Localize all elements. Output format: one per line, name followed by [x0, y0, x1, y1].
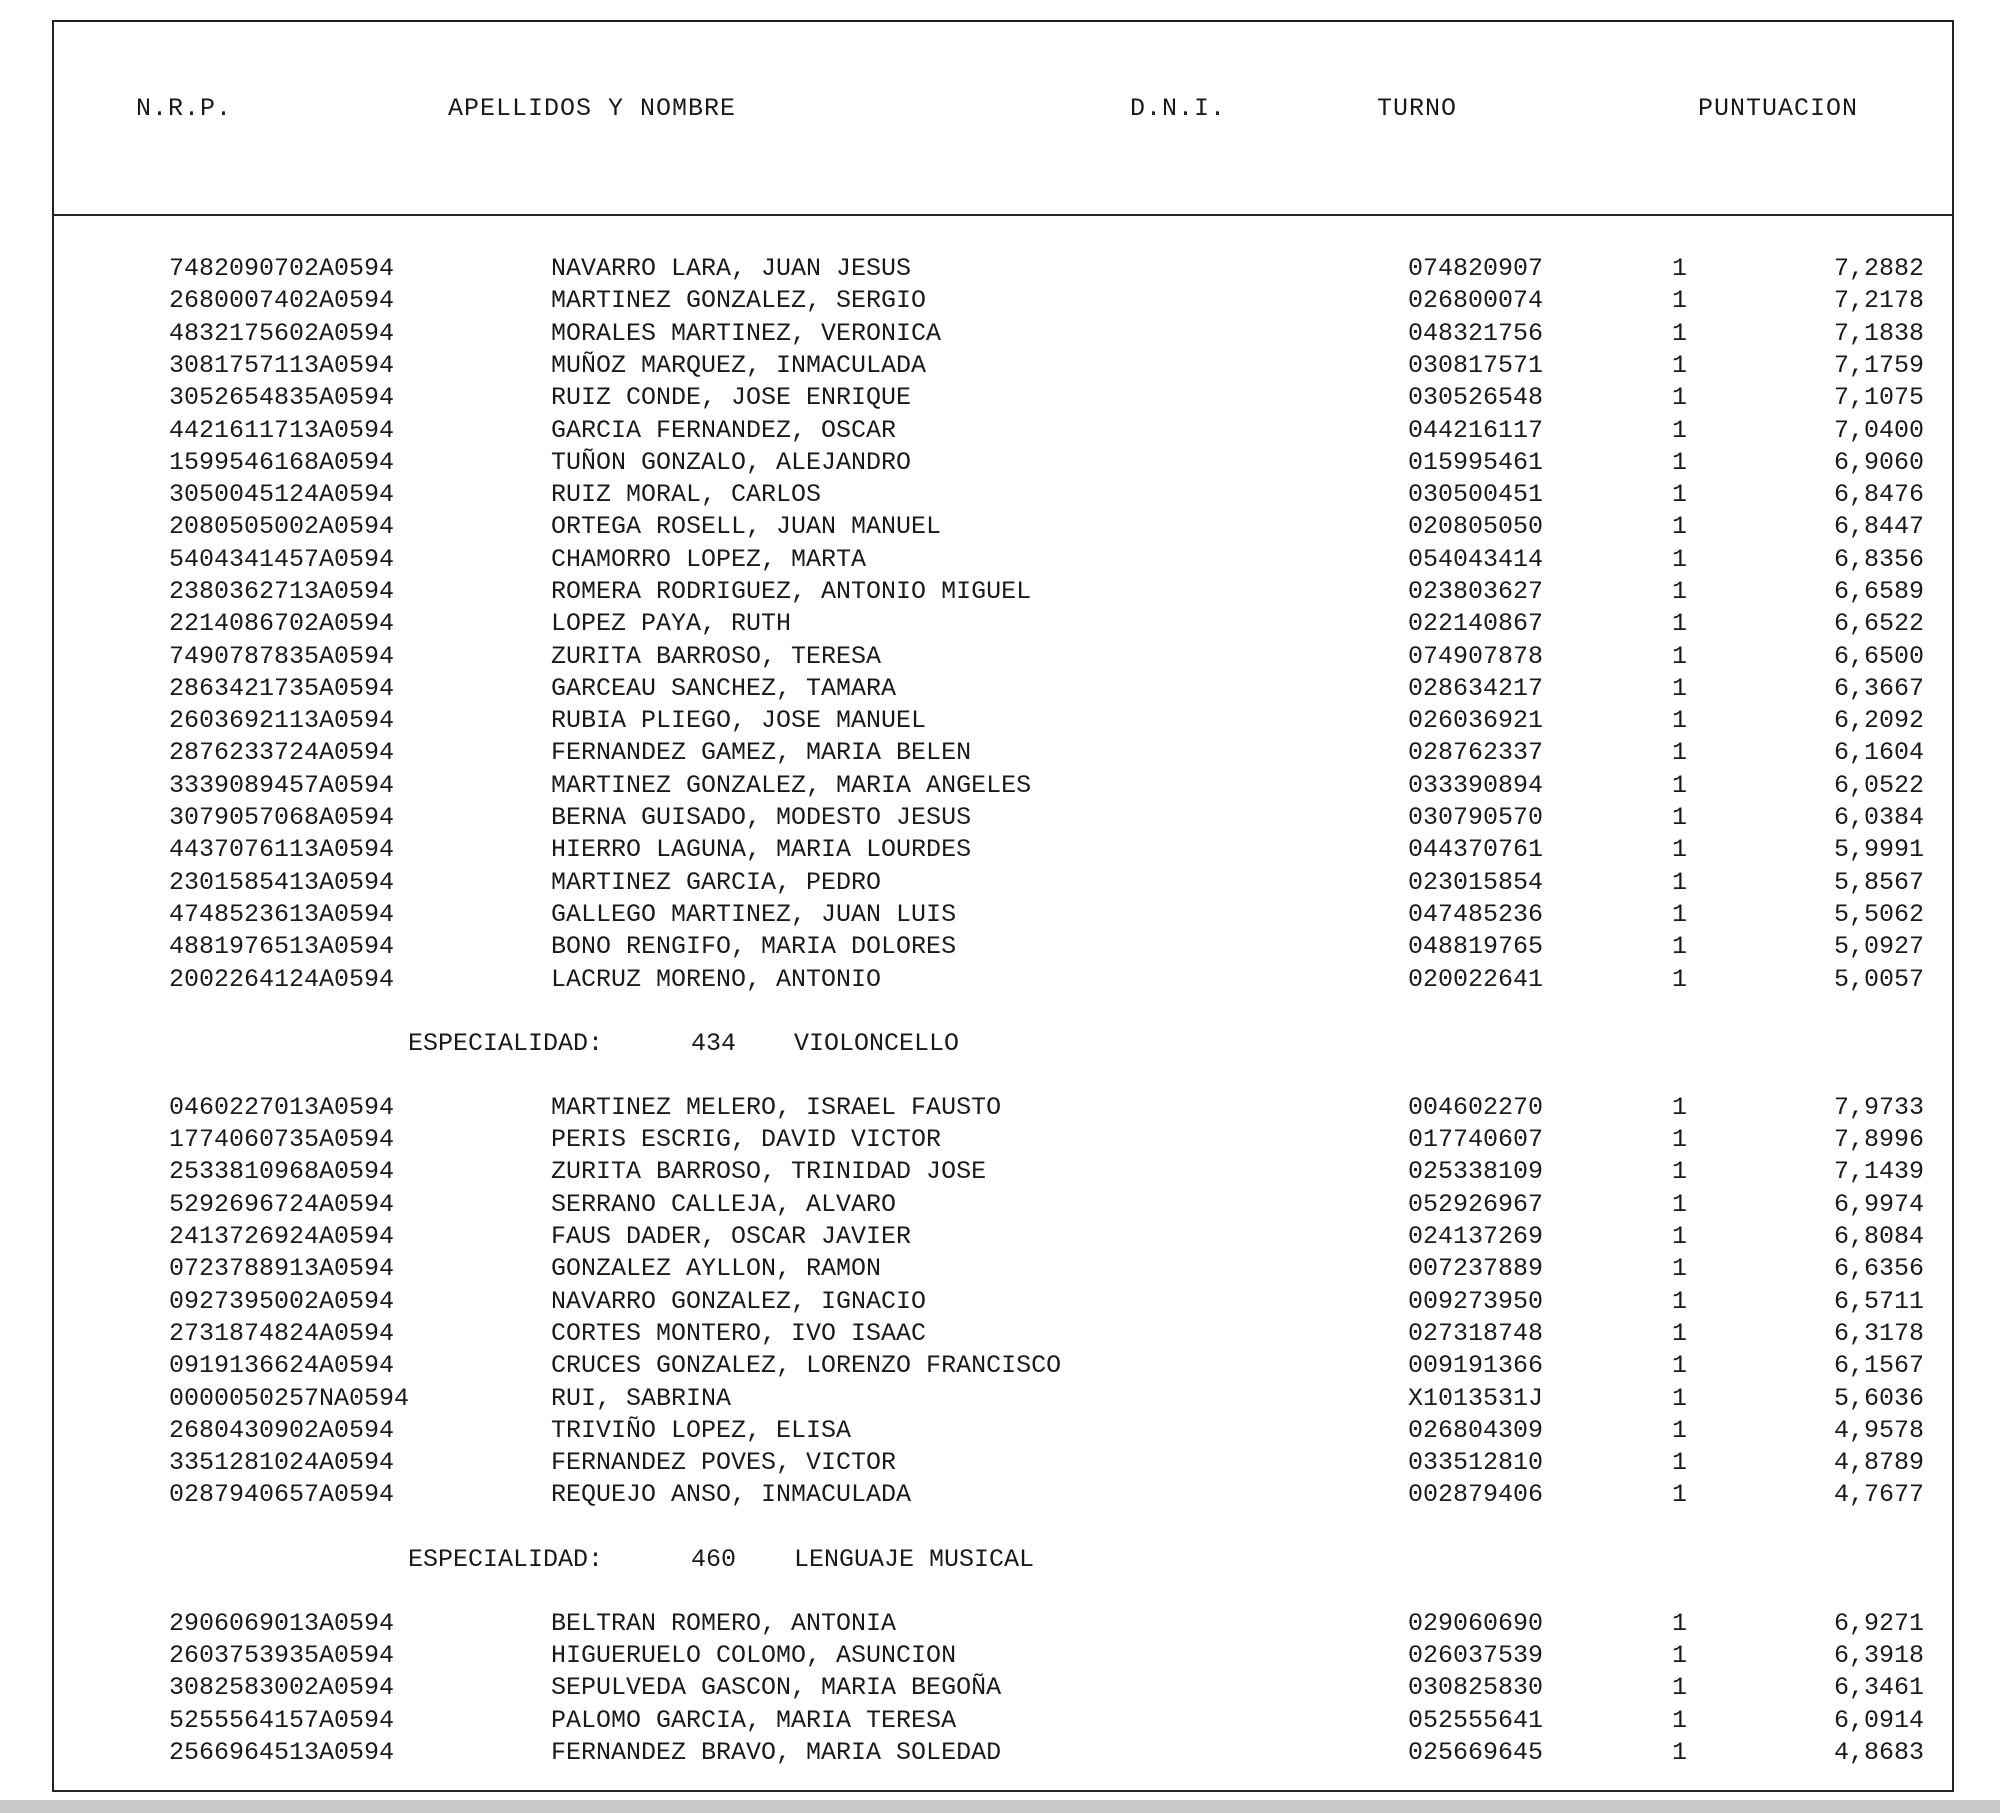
- cell-turno: 1: [1672, 1157, 1688, 1186]
- cell-turno: 1: [1672, 1609, 1688, 1638]
- cell-nrp: 1774060735A0594: [169, 1125, 395, 1154]
- cell-nombre: PERIS ESCRIG, DAVID VICTOR: [551, 1125, 942, 1154]
- cell-turno: 1: [1672, 319, 1688, 348]
- cell-dni: 002879406: [1408, 1480, 1544, 1509]
- cell-nombre: SERRANO CALLEJA, ALVARO: [551, 1190, 897, 1219]
- cell-nombre: LOPEZ PAYA, RUTH: [551, 609, 792, 638]
- cell-dni: 054043414: [1408, 545, 1544, 574]
- cell-nrp: 7482090702A0594: [169, 254, 395, 283]
- cell-dni: 052926967: [1408, 1190, 1544, 1219]
- cell-turno: 1: [1672, 706, 1688, 735]
- cell-nrp: 2566964513A0594: [169, 1738, 395, 1767]
- cell-turno: 1: [1672, 932, 1688, 961]
- cell-nrp: 4437076113A0594: [169, 835, 395, 864]
- cell-dni: 023015854: [1408, 868, 1544, 897]
- table-row: [54, 1738, 1952, 1770]
- cell-nrp: 2080505002A0594: [169, 512, 395, 541]
- cell-turno: 1: [1672, 803, 1688, 832]
- cell-puntuacion: 4,9578: [1833, 1416, 1924, 1445]
- cell-nrp: 3050045124A0594: [169, 480, 395, 509]
- table-row: [54, 1319, 1952, 1351]
- cell-puntuacion: 6,6500: [1833, 642, 1924, 671]
- table-row: [54, 1384, 1952, 1416]
- cell-puntuacion: 6,8447: [1833, 512, 1924, 541]
- cell-nombre: MARTINEZ GARCIA, PEDRO: [551, 868, 882, 897]
- cell-nombre: RUI, SABRINA: [551, 1384, 732, 1413]
- table-row: [54, 1706, 1952, 1738]
- cell-dni: 025338109: [1408, 1157, 1544, 1186]
- cell-turno: 1: [1672, 577, 1688, 606]
- cell-nrp: 3081757113A0594: [169, 351, 395, 380]
- cell-nombre: CRUCES GONZALEZ, LORENZO FRANCISCO: [551, 1351, 1062, 1380]
- header-nrp: N.R.P.: [136, 94, 233, 123]
- cell-dni: 028762337: [1408, 738, 1544, 767]
- table-row: [54, 254, 1952, 286]
- cell-puntuacion: 4,7677: [1833, 1480, 1924, 1509]
- cell-turno: 1: [1672, 1254, 1688, 1283]
- cell-nombre: NAVARRO LARA, JUAN JESUS: [551, 254, 912, 283]
- cell-nombre: REQUEJO ANSO, INMACULADA: [551, 1480, 912, 1509]
- cell-dni: 026800074: [1408, 286, 1544, 315]
- section-name: VIOLONCELLO: [794, 1028, 960, 1058]
- cell-dni: 030526548: [1408, 383, 1544, 412]
- table-row: [54, 1351, 1952, 1383]
- cell-puntuacion: 7,1759: [1833, 351, 1924, 380]
- cell-nombre: GARCEAU SANCHEZ, TAMARA: [551, 674, 897, 703]
- cell-puntuacion: 6,2092: [1833, 706, 1924, 735]
- table-row: [54, 932, 1952, 964]
- table-row: [54, 1609, 1952, 1641]
- table-row: [54, 383, 1952, 415]
- cell-turno: 1: [1672, 545, 1688, 574]
- cell-dni: 048321756: [1408, 319, 1544, 348]
- cell-dni: 023803627: [1408, 577, 1544, 606]
- cell-puntuacion: 6,6356: [1833, 1254, 1924, 1283]
- cell-nrp: 3351281024A0594: [169, 1448, 395, 1477]
- cell-puntuacion: 7,1439: [1833, 1157, 1924, 1186]
- cell-nombre: PALOMO GARCIA, MARIA TERESA: [551, 1706, 957, 1735]
- cell-nombre: BONO RENGIFO, MARIA DOLORES: [551, 932, 957, 961]
- cell-nombre: HIERRO LAGUNA, MARIA LOURDES: [551, 835, 972, 864]
- table-row: [54, 674, 1952, 706]
- cell-nombre: RUIZ CONDE, JOSE ENRIQUE: [551, 383, 912, 412]
- cell-dni: 028634217: [1408, 674, 1544, 703]
- table-row: [54, 545, 1952, 577]
- cell-nombre: CORTES MONTERO, IVO ISAAC: [551, 1319, 927, 1348]
- header-puntuacion: PUNTUACION: [1698, 94, 1859, 123]
- cell-turno: 1: [1672, 1416, 1688, 1445]
- cell-turno: 1: [1672, 1706, 1688, 1735]
- cell-puntuacion: 7,8996: [1833, 1125, 1924, 1154]
- cell-nombre: ROMERA RODRIGUEZ, ANTONIO MIGUEL: [551, 577, 1032, 606]
- cell-puntuacion: 6,6589: [1833, 577, 1924, 606]
- cell-dni: 029060690: [1408, 1609, 1544, 1638]
- cell-nombre: LACRUZ MORENO, ANTONIO: [551, 965, 882, 994]
- cell-turno: 1: [1672, 1287, 1688, 1316]
- cell-puntuacion: 4,8789: [1833, 1448, 1924, 1477]
- cell-nrp: 3052654835A0594: [169, 383, 395, 412]
- cell-nombre: MORALES MARTINEZ, VERONICA: [551, 319, 942, 348]
- results-sheet: [52, 20, 1954, 1792]
- table-row: [54, 1254, 1952, 1286]
- cell-nombre: FERNANDEZ GAMEZ, MARIA BELEN: [551, 738, 972, 767]
- cell-nrp: 0287940657A0594: [169, 1480, 395, 1509]
- cell-turno: 1: [1672, 1384, 1688, 1413]
- cell-nrp: 7490787835A0594: [169, 642, 395, 671]
- cell-nrp: 5292696724A0594: [169, 1190, 395, 1219]
- table-row: [54, 642, 1952, 674]
- cell-dni: 015995461: [1408, 448, 1544, 477]
- cell-turno: 1: [1672, 868, 1688, 897]
- cell-turno: 1: [1672, 1190, 1688, 1219]
- cell-nrp: 2603753935A0594: [169, 1641, 395, 1670]
- cell-puntuacion: 7,2882: [1833, 254, 1924, 283]
- cell-dni: 030817571: [1408, 351, 1544, 380]
- cell-nrp: 2380362713A0594: [169, 577, 395, 606]
- cell-nombre: MARTINEZ GONZALEZ, MARIA ANGELES: [551, 771, 1032, 800]
- cell-dni: 044370761: [1408, 835, 1544, 864]
- cell-puntuacion: 5,0057: [1833, 965, 1924, 994]
- cell-dni: 026036921: [1408, 706, 1544, 735]
- cell-puntuacion: 6,6522: [1833, 609, 1924, 638]
- table-row: [54, 1287, 1952, 1319]
- cell-dni: 052555641: [1408, 1706, 1544, 1735]
- cell-dni: 009191366: [1408, 1351, 1544, 1380]
- section-label: ESPECIALIDAD:: [408, 1544, 604, 1574]
- cell-nrp: 4748523613A0594: [169, 900, 395, 929]
- cell-puntuacion: 6,3461: [1833, 1673, 1924, 1702]
- section-code: 434: [691, 1028, 737, 1058]
- cell-dni: 022140867: [1408, 609, 1544, 638]
- cell-puntuacion: 5,5062: [1833, 900, 1924, 929]
- cell-puntuacion: 6,5711: [1833, 1287, 1924, 1316]
- cell-nombre: HIGUERUELO COLOMO, ASUNCION: [551, 1641, 957, 1670]
- cell-nrp: 2413726924A0594: [169, 1222, 395, 1251]
- cell-nrp: 3339089457A0594: [169, 771, 395, 800]
- cell-dni: 004602270: [1408, 1093, 1544, 1122]
- cell-turno: 1: [1672, 1673, 1688, 1702]
- cell-puntuacion: 6,3918: [1833, 1641, 1924, 1670]
- cell-nrp: 5404341457A0594: [169, 545, 395, 574]
- table-row: [54, 1480, 1952, 1512]
- cell-nrp: 2214086702A0594: [169, 609, 395, 638]
- cell-puntuacion: 7,2178: [1833, 286, 1924, 315]
- cell-nombre: MUÑOZ MARQUEZ, INMACULADA: [551, 351, 927, 380]
- cell-dni: 044216117: [1408, 416, 1544, 445]
- cell-dni: 017740607: [1408, 1125, 1544, 1154]
- cell-puntuacion: 6,8356: [1833, 545, 1924, 574]
- cell-turno: 1: [1672, 383, 1688, 412]
- table-row: [54, 1673, 1952, 1705]
- cell-dni: 027318748: [1408, 1319, 1544, 1348]
- table-row: [54, 512, 1952, 544]
- cell-turno: 1: [1672, 512, 1688, 541]
- cell-nrp: 1599546168A0594: [169, 448, 395, 477]
- cell-dni: 030790570: [1408, 803, 1544, 832]
- table-row: [54, 480, 1952, 512]
- cell-nombre: MARTINEZ GONZALEZ, SERGIO: [551, 286, 927, 315]
- table-row: [54, 416, 1952, 448]
- section-name: LENGUAJE MUSICAL: [794, 1544, 1035, 1574]
- cell-nrp: 2906069013A0594: [169, 1609, 395, 1638]
- table-row: [54, 1222, 1952, 1254]
- cell-nombre: FERNANDEZ POVES, VICTOR: [551, 1448, 897, 1477]
- table-row: [54, 738, 1952, 770]
- cell-nrp: 2731874824A0594: [169, 1319, 395, 1348]
- cell-turno: 1: [1672, 771, 1688, 800]
- cell-puntuacion: 6,0914: [1833, 1706, 1924, 1735]
- cell-nombre: RUIZ MORAL, CARLOS: [551, 480, 822, 509]
- table-row: [54, 868, 1952, 900]
- cell-nrp: 2680430902A0594: [169, 1416, 395, 1445]
- cell-turno: 1: [1672, 1448, 1688, 1477]
- cell-dni: 026804309: [1408, 1416, 1544, 1445]
- cell-turno: 1: [1672, 1738, 1688, 1767]
- cell-puntuacion: 4,8683: [1833, 1738, 1924, 1767]
- cell-dni: 024137269: [1408, 1222, 1544, 1251]
- cell-puntuacion: 6,9271: [1833, 1609, 1924, 1638]
- table-row: [54, 900, 1952, 932]
- cell-nrp: 2876233724A0594: [169, 738, 395, 767]
- cell-dni: 048819765: [1408, 932, 1544, 961]
- cell-turno: 1: [1672, 609, 1688, 638]
- cell-turno: 1: [1672, 1222, 1688, 1251]
- cell-puntuacion: 7,9733: [1833, 1093, 1924, 1122]
- cell-nombre: GARCIA FERNANDEZ, OSCAR: [551, 416, 897, 445]
- cell-nombre: SEPULVEDA GASCON, MARIA BEGOÑA: [551, 1673, 1002, 1702]
- cell-nrp: 2533810968A0594: [169, 1157, 395, 1186]
- cell-nrp: 0000050257NA0594: [169, 1384, 410, 1413]
- cell-dni: 030500451: [1408, 480, 1544, 509]
- cell-dni: 007237889: [1408, 1254, 1544, 1283]
- cell-puntuacion: 6,3667: [1833, 674, 1924, 703]
- table-row: [54, 706, 1952, 738]
- section-label: ESPECIALIDAD:: [408, 1028, 604, 1058]
- header-nombre: APELLIDOS Y NOMBRE: [448, 94, 737, 123]
- cell-turno: 1: [1672, 448, 1688, 477]
- cell-nrp: 2863421735A0594: [169, 674, 395, 703]
- cell-nrp: 0919136624A0594: [169, 1351, 395, 1380]
- cell-dni: 074907878: [1408, 642, 1544, 671]
- cell-nombre: NAVARRO GONZALEZ, IGNACIO: [551, 1287, 927, 1316]
- table-row: [54, 835, 1952, 867]
- cell-turno: 1: [1672, 351, 1688, 380]
- cell-nombre: TUÑON GONZALO, ALEJANDRO: [551, 448, 912, 477]
- section-code: 460: [691, 1544, 737, 1574]
- cell-dni: 020805050: [1408, 512, 1544, 541]
- cell-nombre: BELTRAN ROMERO, ANTONIA: [551, 1609, 897, 1638]
- cell-dni: 009273950: [1408, 1287, 1544, 1316]
- cell-turno: 1: [1672, 1480, 1688, 1509]
- cell-nrp: 0927395002A0594: [169, 1287, 395, 1316]
- cell-puntuacion: 6,0384: [1833, 803, 1924, 832]
- cell-nrp: 4832175602A0594: [169, 319, 395, 348]
- cell-turno: 1: [1672, 1093, 1688, 1122]
- cell-nrp: 2603692113A0594: [169, 706, 395, 735]
- cell-nrp: 3082583002A0594: [169, 1673, 395, 1702]
- table-row: [54, 319, 1952, 351]
- cell-puntuacion: 7,1075: [1833, 383, 1924, 412]
- cell-nrp: 3079057068A0594: [169, 803, 395, 832]
- table-row: [54, 1093, 1952, 1125]
- cell-dni: 030825830: [1408, 1673, 1544, 1702]
- cell-puntuacion: 5,6036: [1833, 1384, 1924, 1413]
- cell-nombre: TRIVIÑO LOPEZ, ELISA: [551, 1416, 852, 1445]
- cell-turno: 1: [1672, 900, 1688, 929]
- cell-turno: 1: [1672, 480, 1688, 509]
- cell-nombre: FERNANDEZ BRAVO, MARIA SOLEDAD: [551, 1738, 1002, 1767]
- table-row: [54, 448, 1952, 480]
- table-row: [54, 1157, 1952, 1189]
- table-row: [54, 965, 1952, 997]
- cell-turno: 1: [1672, 286, 1688, 315]
- cell-dni: 033390894: [1408, 771, 1544, 800]
- header-turno: TURNO: [1377, 94, 1458, 123]
- cell-nombre: GONZALEZ AYLLON, RAMON: [551, 1254, 882, 1283]
- table-row: [54, 1125, 1952, 1157]
- cell-nrp: 4881976513A0594: [169, 932, 395, 961]
- table-body: [54, 22, 1952, 1790]
- cell-dni: X1013531J: [1408, 1384, 1544, 1413]
- table-row: [54, 771, 1952, 803]
- cell-nrp: 0460227013A0594: [169, 1093, 395, 1122]
- cell-nrp: 0723788913A0594: [169, 1254, 395, 1283]
- cell-nombre: ZURITA BARROSO, TRINIDAD JOSE: [551, 1157, 987, 1186]
- cell-nrp: 2680007402A0594: [169, 286, 395, 315]
- cell-dni: 020022641: [1408, 965, 1544, 994]
- cell-turno: 1: [1672, 416, 1688, 445]
- cell-nrp: 2002264124A0594: [169, 965, 395, 994]
- cell-nrp: 2301585413A0594: [169, 868, 395, 897]
- cell-puntuacion: 6,1567: [1833, 1351, 1924, 1380]
- cell-puntuacion: 6,8084: [1833, 1222, 1924, 1251]
- cell-puntuacion: 5,9991: [1833, 835, 1924, 864]
- cell-puntuacion: 5,0927: [1833, 932, 1924, 961]
- table-row: [54, 286, 1952, 318]
- cell-puntuacion: 6,0522: [1833, 771, 1924, 800]
- cell-nombre: BERNA GUISADO, MODESTO JESUS: [551, 803, 972, 832]
- cell-nombre: GALLEGO MARTINEZ, JUAN LUIS: [551, 900, 957, 929]
- cell-dni: 074820907: [1408, 254, 1544, 283]
- cell-nombre: ORTEGA ROSELL, JUAN MANUEL: [551, 512, 942, 541]
- cell-nombre: MARTINEZ MELERO, ISRAEL FAUSTO: [551, 1093, 1002, 1122]
- cell-turno: 1: [1672, 1319, 1688, 1348]
- cell-nrp: 5255564157A0594: [169, 1706, 395, 1735]
- cell-puntuacion: 6,9060: [1833, 448, 1924, 477]
- cell-turno: 1: [1672, 674, 1688, 703]
- cell-turno: 1: [1672, 738, 1688, 767]
- header-dni: D.N.I.: [1130, 94, 1227, 123]
- cell-turno: 1: [1672, 835, 1688, 864]
- cell-turno: 1: [1672, 1125, 1688, 1154]
- cell-puntuacion: 6,9974: [1833, 1190, 1924, 1219]
- page-bottom-shadow: [0, 1800, 2000, 1813]
- cell-turno: 1: [1672, 642, 1688, 671]
- table-row: [54, 1448, 1952, 1480]
- cell-dni: 026037539: [1408, 1641, 1544, 1670]
- cell-puntuacion: 7,1838: [1833, 319, 1924, 348]
- cell-nombre: RUBIA PLIEGO, JOSE MANUEL: [551, 706, 927, 735]
- cell-puntuacion: 6,1604: [1833, 738, 1924, 767]
- table-row: [54, 1190, 1952, 1222]
- cell-dni: 047485236: [1408, 900, 1544, 929]
- cell-puntuacion: 5,8567: [1833, 868, 1924, 897]
- cell-dni: 033512810: [1408, 1448, 1544, 1477]
- table-row: [54, 351, 1952, 383]
- table-row: [54, 1416, 1952, 1448]
- cell-nombre: FAUS DADER, OSCAR JAVIER: [551, 1222, 912, 1251]
- cell-puntuacion: 7,0400: [1833, 416, 1924, 445]
- table-row: [54, 1641, 1952, 1673]
- cell-turno: 1: [1672, 965, 1688, 994]
- table-row: [54, 609, 1952, 641]
- table-row: [54, 803, 1952, 835]
- cell-turno: 1: [1672, 1351, 1688, 1380]
- cell-puntuacion: 6,3178: [1833, 1319, 1924, 1348]
- cell-puntuacion: 6,8476: [1833, 480, 1924, 509]
- cell-turno: 1: [1672, 1641, 1688, 1670]
- cell-nombre: ZURITA BARROSO, TERESA: [551, 642, 882, 671]
- cell-dni: 025669645: [1408, 1738, 1544, 1767]
- cell-nrp: 4421611713A0594: [169, 416, 395, 445]
- cell-nombre: CHAMORRO LOPEZ, MARTA: [551, 545, 867, 574]
- table-row: [54, 577, 1952, 609]
- cell-turno: 1: [1672, 254, 1688, 283]
